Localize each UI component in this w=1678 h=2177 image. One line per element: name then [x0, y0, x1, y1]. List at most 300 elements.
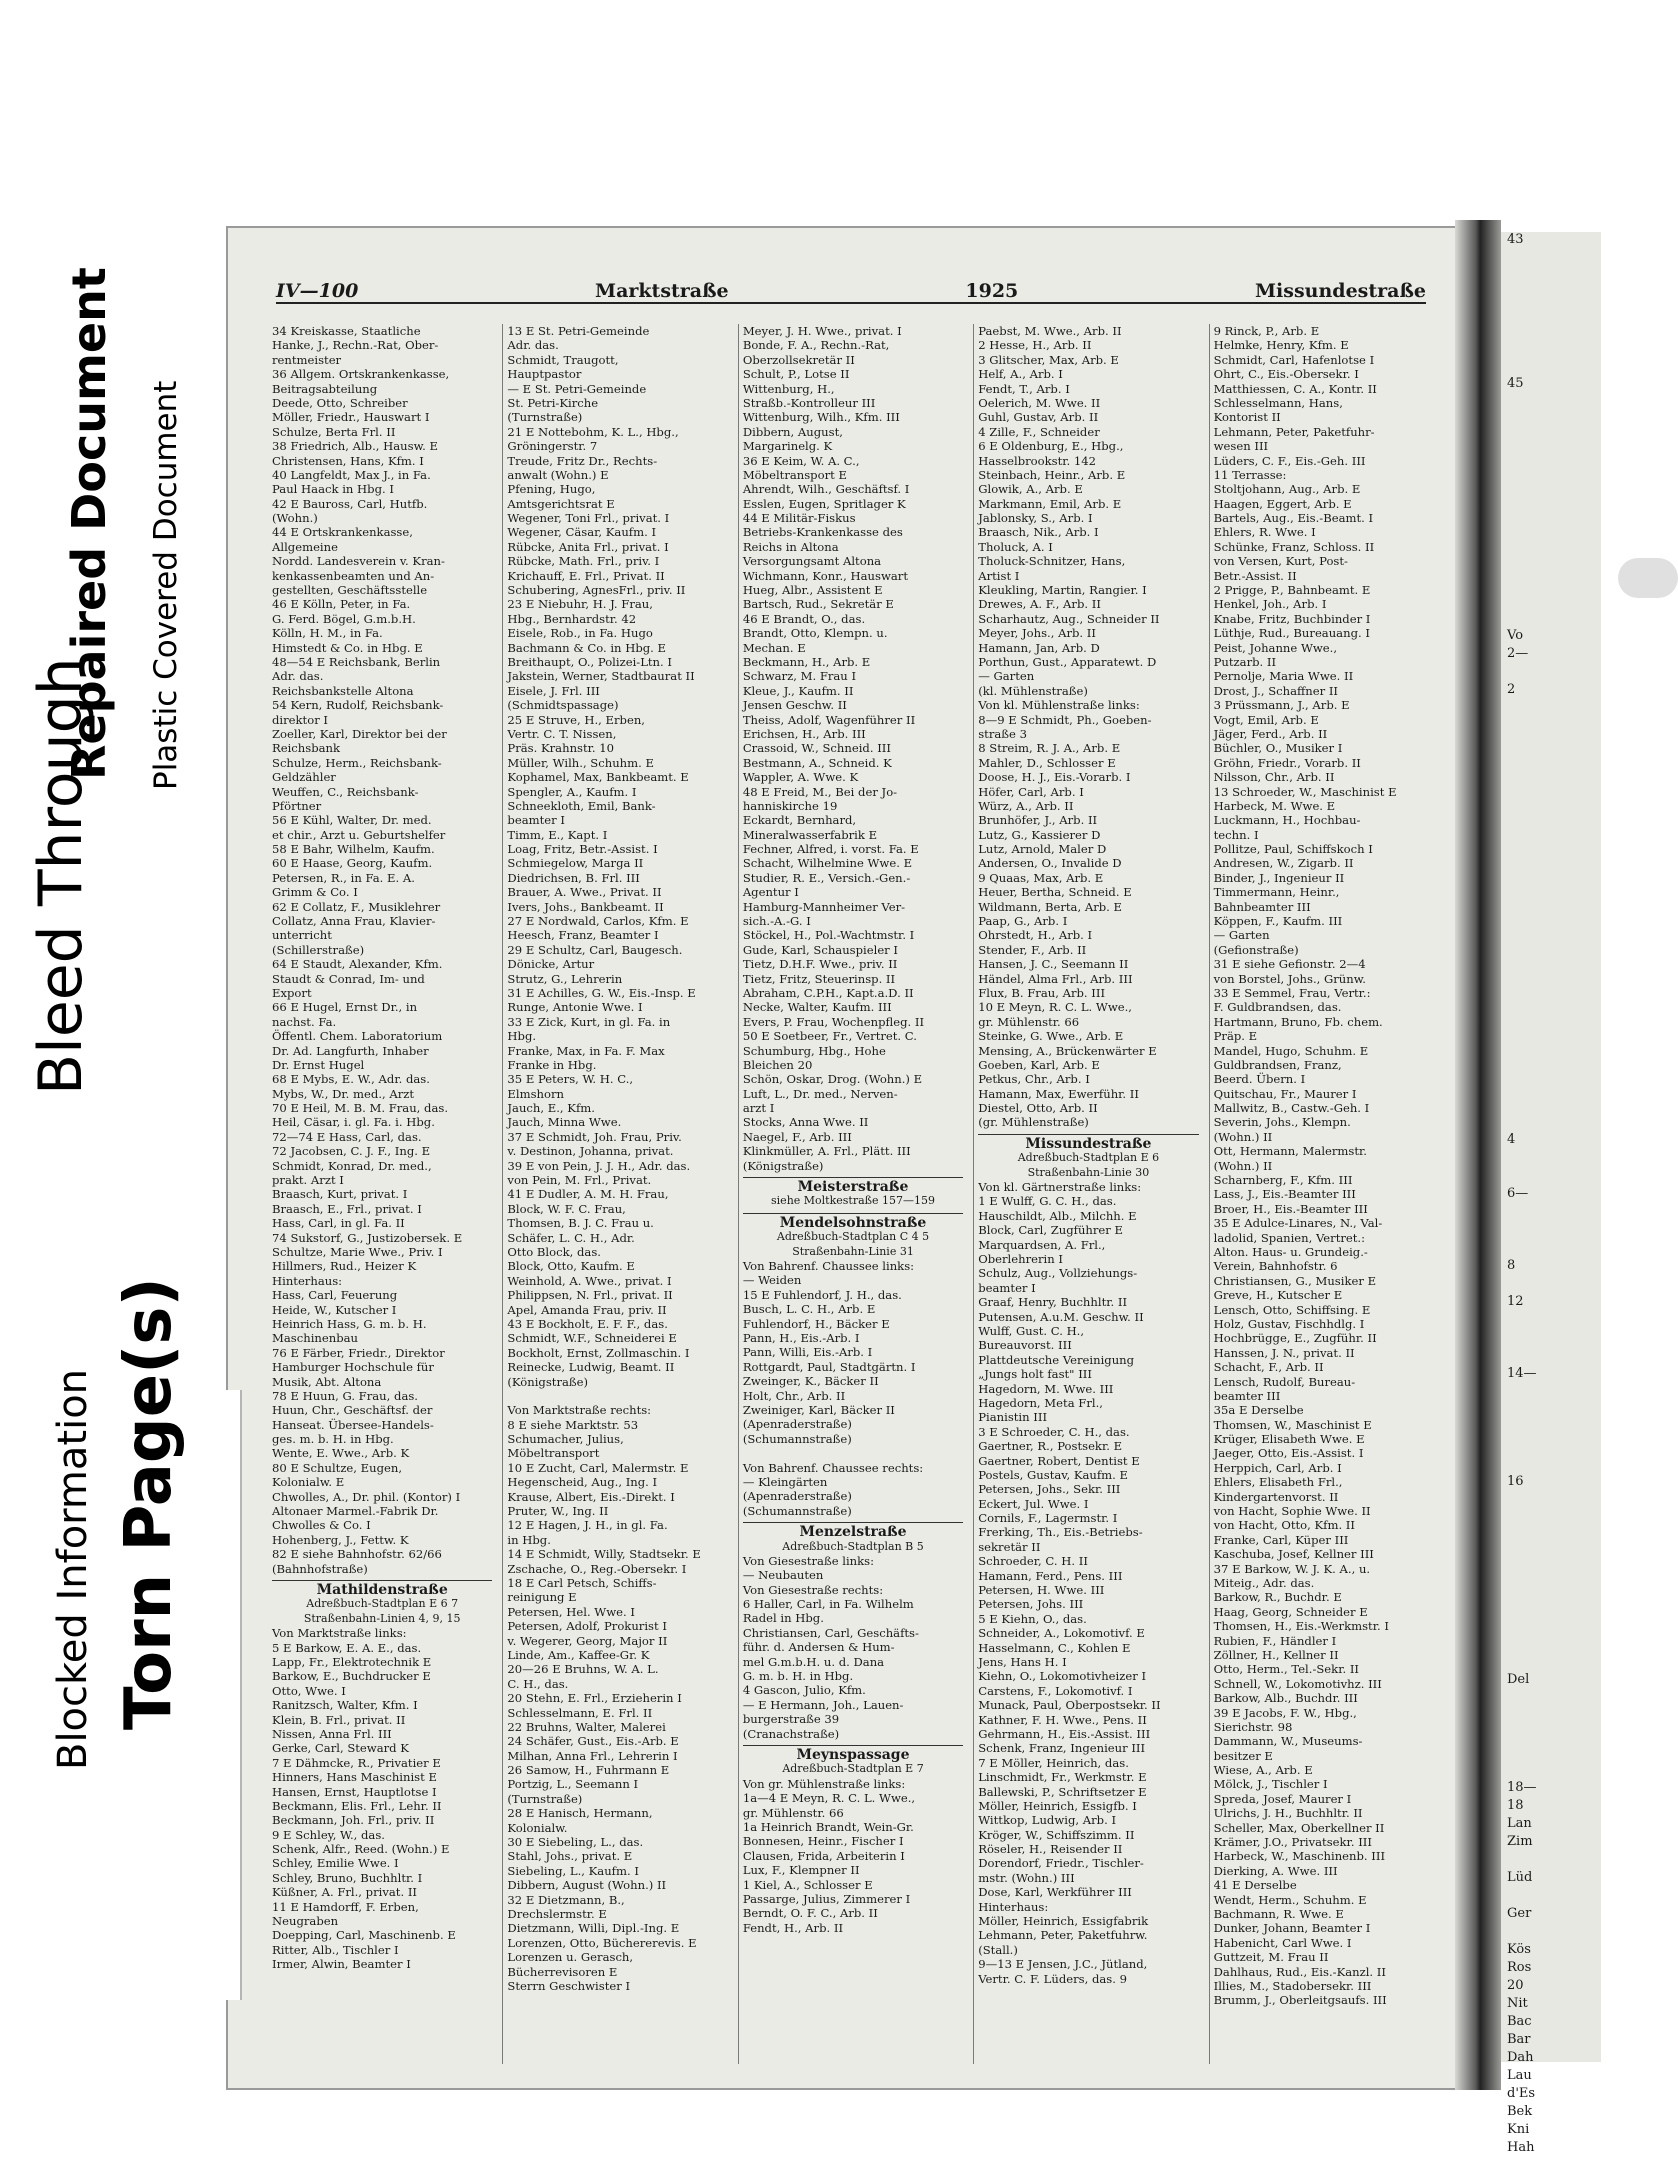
next-page-line [1501, 358, 1601, 376]
directory-entry: Cornils, F., Lagermstr. I [978, 1511, 1118, 1526]
next-page-line [1501, 1276, 1601, 1294]
column-2 [502, 324, 731, 2064]
directory-entry: Verein, Bahnhofstr. 6 [1213, 1259, 1338, 1274]
directory-entry: Jauch, Minna Wwe. [507, 1115, 622, 1130]
directory-entry: Staudt & Conrad, Im- und [272, 971, 425, 986]
next-page-line: 43 [1507, 232, 1524, 247]
next-page-line [1501, 1600, 1601, 1618]
directory-entry: Klein, B. Frl., privat. II [272, 1712, 406, 1727]
directory-entry: Schmidt, Konrad, Dr. med., [272, 1158, 432, 1173]
directory-entry: Harbeck, W., Maschinenb. III [1213, 1849, 1386, 1864]
directory-entry: Schmidt, Carl, Hafenlotse I [1213, 352, 1375, 367]
directory-entry: 50 E Soetbeer, Fr., Vertret. C. [742, 1029, 917, 1044]
directory-entry: Schley, Bruno, Buchhltr. I [272, 1870, 423, 1885]
directory-entry: Spreda, Josef, Maurer I [1213, 1791, 1352, 1806]
directory-entry: Erichsen, H., Arb. III [742, 726, 866, 741]
directory-entry [743, 1446, 963, 1460]
directory-entry: Schenk, Alfr., Reed. (Wohn.) E [272, 1842, 450, 1857]
directory-entry: Eisele, Rob., in Fa. Hugo [507, 626, 653, 641]
directory-entry: 28 E Hanisch, Hermann, [507, 1806, 653, 1821]
directory-entry: Hass, Carl, in gl. Fa. II [272, 1216, 405, 1231]
next-page-line [1501, 1384, 1601, 1402]
book-spine [1455, 220, 1501, 2090]
next-page-line [1501, 1708, 1601, 1726]
directory-entry: Timm, E., Kapt. I [507, 827, 608, 842]
directory-entry: 11 Terrasse: [1213, 467, 1287, 482]
directory-entry: Hansen, J. C., Seemann II [978, 957, 1129, 972]
directory-entry: beamter I [507, 813, 565, 828]
directory-entry: burgerstraße 39 [742, 1712, 840, 1727]
next-page-line: Nit [1507, 1996, 1528, 2011]
directory-entry: 35a E Derselbe [1213, 1403, 1304, 1418]
directory-entry: 1 Kiel, A., Schlosser E [742, 1877, 873, 1892]
directory-entry: Steinke, G. Wwe., Arb. E [978, 1029, 1124, 1044]
directory-entry: — Weiden [742, 1273, 802, 1288]
directory-entry: Broer, H., Eis.-Beamter III [1213, 1201, 1368, 1216]
directory-entry: Andresen, W., Zigarb. II [1213, 856, 1354, 871]
label-blocked-information: Blocked Information [50, 1368, 96, 1770]
next-page-line [1501, 880, 1601, 898]
directory-entry: Lux, F., Klempner II [742, 1863, 860, 1878]
directory-entry: Artist I [978, 568, 1020, 583]
directory-entry: Philippsen, N. Frl., privat. II [507, 1288, 673, 1303]
directory-entry: — Garten [978, 669, 1035, 684]
directory-entry: Thomsen, B. J. C. Frau u. [507, 1216, 654, 1231]
directory-entry: 9 Rinck, P., Arb. E [1213, 324, 1320, 338]
directory-entry: Fechner, Alfred, i. vorst. Fa. E [742, 842, 919, 857]
directory-entry: Ahrendt, Wilh., Geschäftsf. I [742, 482, 910, 497]
directory-entry: 68 E Mybs, E. W., Adr. das. [272, 1072, 430, 1087]
directory-entry: Glowik, A., Arb. E [978, 482, 1083, 497]
directory-entry: Schneider, A., Lokomotivf. E [978, 1626, 1145, 1641]
directory-entry: Schumacher, Julius, [507, 1432, 624, 1447]
directory-entry: Höfer, Carl, Arb. I [978, 784, 1084, 799]
next-page-line [1501, 1762, 1601, 1780]
directory-entry: Habenicht, Carl Wwe. I [1213, 1935, 1352, 1950]
directory-entry: mel G.m.b.H. u. d. Dana [742, 1654, 885, 1669]
next-page-line: 18— [1507, 1780, 1537, 1795]
next-page-line [1501, 844, 1601, 862]
directory-entry: Straßb.-Kontrolleur III [742, 395, 876, 410]
directory-entry: Pann, H., Eis.-Arb. I [742, 1331, 860, 1346]
directory-entry: Kolonialw. E [272, 1475, 345, 1490]
header-right-street: Missundestraße [1255, 280, 1426, 302]
directory-entry: 82 E siehe Bahnhofstr. 62/66 [272, 1547, 442, 1562]
directory-entry: 32 E Dietzmann, B., [507, 1892, 625, 1907]
directory-entry: sekretär II [978, 1539, 1041, 1554]
directory-entry: Brandt, Otto, Klempn. u. [742, 626, 888, 641]
directory-entry: Altonaer Marmel.-Fabrik Dr. [272, 1504, 439, 1519]
next-page-line: 6— [1507, 1186, 1529, 1201]
street-heading: Missundestraße [978, 1134, 1198, 1151]
directory-entry: Vogt, Emil, Arb. E [1213, 712, 1319, 727]
directory-entry: Pann, Willi, Eis.-Arb. I [742, 1345, 873, 1360]
directory-entry: Ehlers, Elisabeth Frl., [1213, 1475, 1343, 1490]
directory-entry: Ulrichs, J. H., Buchhltr. II [1213, 1806, 1363, 1821]
directory-entry: Beckmann, Elis. Frl., Lehr. II [272, 1798, 442, 1813]
street-subheading: Adreßbuch-Stadtplan C 4 5 [776, 1230, 930, 1244]
directory-entry: et chir., Arzt u. Geburtshelfer [272, 827, 446, 842]
directory-entry: Fendt, H., Arb. II [742, 1920, 844, 1935]
directory-entry: Maschinenbau [272, 1331, 358, 1346]
street-subheading: Straßenbahn-Linie 31 [792, 1244, 914, 1258]
next-page-line [1501, 1078, 1601, 1096]
directory-entry: Dierking, A. Wwe. III [1213, 1863, 1338, 1878]
directory-entry: 64 E Staudt, Alexander, Kfm. [272, 957, 443, 972]
next-page-line [1501, 862, 1601, 880]
directory-entry: Siebeling, L., Kaufm. I [507, 1863, 639, 1878]
directory-entry: von Hacht, Otto, Kfm. II [1213, 1518, 1355, 1533]
next-page-line: Bar [1507, 2032, 1531, 2047]
directory-entry: 58 E Bahr, Wilhelm, Kaufm. [272, 842, 435, 857]
directory-entry: Präp. E [1213, 1029, 1258, 1044]
directory-entry: Thomsen, W., Maschinist E [1213, 1417, 1372, 1432]
directory-entry: 2 Hesse, H., Arb. II [978, 338, 1092, 353]
directory-entry: Mensing, A., Brückenwärter E [978, 1043, 1157, 1058]
directory-entry: Helmke, Henry, Kfm. E [1213, 338, 1349, 353]
directory-entry: Reinecke, Ludwig, Beamt. II [507, 1360, 675, 1375]
directory-entry: Kiehn, O., Lokomotivheizer I [978, 1669, 1147, 1684]
directory-entry: Zschache, O., Reg.-Obersekr. I [507, 1561, 687, 1576]
directory-entry: Paul Haack in Hbg. I [272, 482, 394, 497]
directory-entry: Hamburger Hochschule für [272, 1360, 434, 1375]
directory-entry: Deede, Otto, Schreiber [272, 395, 408, 410]
directory-entry: 72 Jacobsen, C. J. F., Ing. E [272, 1144, 431, 1159]
directory-entry: Block, Carl, Zugführer E [978, 1223, 1123, 1238]
directory-entry: Drost, J., Schaffner II [1213, 683, 1338, 698]
directory-entry: Von Giesestraße links: [742, 1553, 875, 1568]
directory-entry: Schultze, Marie Wwe., Priv. I [272, 1245, 443, 1259]
directory-entry: G. Ferd. Bögel, G.m.b.H. [272, 611, 416, 626]
next-page-line [1501, 934, 1601, 952]
directory-entry: Kolonialw. [507, 1820, 568, 1835]
next-page-line [1501, 430, 1601, 448]
directory-entry: 36 E Keim, W. A. C., [742, 453, 860, 468]
directory-entry: Chwolles, A., Dr. phil. (Kontor) I [272, 1489, 461, 1504]
directory-entry: Hillmers, Rud., Heizer K [272, 1259, 417, 1274]
directory-entry: Nilsson, Chr., Arb. II [1213, 770, 1335, 785]
directory-entry: Hansen, Ernst, Hauptlotse I [272, 1784, 437, 1799]
directory-entry: Zöllner, H., Kellner II [1213, 1647, 1339, 1662]
directory-entry: 31 E siehe Gefionstr. 2—4 [1213, 957, 1366, 972]
directory-entry: Lorenzen, Otto, Büchererevis. E [507, 1935, 697, 1950]
directory-entry: 27 E Nordwald, Carlos, Kfm. E [507, 914, 689, 929]
next-page-line [1501, 1654, 1601, 1672]
directory-entry: Zweinger, K., Bäcker II [742, 1374, 879, 1389]
directory-entry: Necke, Walter, Kaufm. III [742, 1000, 892, 1015]
directory-entry: 8 E siehe Marktstr. 53 [507, 1417, 639, 1432]
next-page-line [1501, 1852, 1601, 1870]
directory-entry: Dorendorf, Friedr., Tischler- [978, 1856, 1144, 1871]
directory-entry: mstr. (Wohn.) III [978, 1870, 1075, 1885]
directory-entry: 21 E Nottebohm, K. L., Hbg., [507, 424, 679, 439]
directory-entry: (Schillerstraße) [272, 942, 365, 957]
directory-entry: Flux, B. Frau, Arb. III [978, 985, 1106, 1000]
directory-entry: Rubien, F., Händler I [1213, 1633, 1337, 1648]
next-page-line: 45 [1507, 376, 1524, 391]
directory-entry: Kaschuba, Josef, Kellner III [1213, 1547, 1374, 1562]
directory-entry: — Garten [1213, 928, 1270, 943]
directory-entry: Braasch, Nik., Arb. I [978, 525, 1099, 540]
next-page-line: Zim [1507, 1834, 1533, 1849]
directory-entry: Breithaupt, O., Polizei-Ltn. I [507, 654, 672, 669]
directory-entry: Von Bahrenf. Chaussee rechts: [742, 1460, 924, 1475]
directory-entry: 39 E Jacobs, F. W., Hbg., [1213, 1705, 1357, 1720]
directory-entry: Scheller, Max, Oberkellner II [1213, 1820, 1385, 1835]
next-page-line: 2— [1507, 646, 1529, 661]
directory-entry: Schnell, W., Lokomotivhz. III [1213, 1676, 1382, 1691]
directory-entry: Andersen, O., Invalide D [978, 856, 1122, 871]
directory-entry: Timmermann, Heinr., [1213, 885, 1340, 900]
next-page-line [1501, 1618, 1601, 1636]
directory-entry: Schacht, F., Arb. II [1213, 1360, 1324, 1375]
directory-entry: hanniskirche 19 [742, 798, 838, 813]
directory-entry: Von gr. Mühlenstraße links: [742, 1776, 906, 1791]
directory-entry: rentmeister [272, 352, 342, 367]
directory-entry: Loag, Fritz, Betr.-Assist. I [507, 842, 658, 857]
directory-entry: Theiss, Adolf, Wagenführer II [742, 712, 916, 727]
directory-entry: Schulze, Herm., Reichsbank- [272, 755, 442, 770]
directory-entry: 3 E Schroeder, C. H., das. [978, 1424, 1130, 1439]
directory-entry: Hbg., Bernhardstr. 42 [507, 611, 637, 626]
directory-entry: 29 E Schultz, Carl, Baugesch. [507, 942, 683, 957]
directory-entry: Gehrmann, H., Eis.-Assist. III [978, 1726, 1151, 1741]
directory-entry: Schlesselmann, E. Frl. II [507, 1705, 653, 1720]
directory-entry: Petersen, H. Wwe. III [978, 1583, 1105, 1598]
directory-entry: Mallwitz, B., Castw.-Geh. I [1213, 1101, 1370, 1116]
directory-entry: Hamann, Jan, Arb. D [978, 640, 1100, 655]
directory-entry: Matthiessen, C. A., Kontr. II [1213, 381, 1377, 396]
directory-entry: Von kl. Mühlenstraße links: [978, 698, 1140, 713]
next-page-line [1501, 664, 1601, 682]
directory-entry: Export [272, 985, 312, 1000]
directory-entry: Meyer, Johs., Arb. II [978, 626, 1096, 641]
directory-entry: ladolid, Spanien, Vertret.: [1213, 1230, 1366, 1245]
directory-entry: (Stall.) [978, 1942, 1018, 1957]
directory-entry: 7 E Möller, Heinrich, das. [978, 1755, 1129, 1770]
next-page-line [1501, 250, 1601, 268]
street-subheading: Adreßbuch-Stadtplan E 6 7 [306, 1597, 459, 1611]
directory-entry: Hanssen, J. N., privat. II [1213, 1345, 1355, 1360]
directory-entry: Lüthje, Rud., Bureauang. I [1213, 626, 1370, 641]
directory-entry: Weinhold, A. Wwe., privat. I [507, 1273, 672, 1288]
next-page-line [1501, 1114, 1601, 1132]
directory-entry: Beckmann, Joh. Frl., priv. II [272, 1813, 435, 1828]
directory-entry: Schenk, Franz, Ingenieur III [978, 1741, 1146, 1756]
directory-entry: anwalt (Wohn.) E [507, 467, 609, 482]
directory-entry: Schön, Oskar, Drog. (Wohn.) E [742, 1072, 923, 1087]
directory-entry: Fuhlendorf, H., Bäcker E [742, 1316, 890, 1331]
next-page-line: d'Es [1507, 2086, 1536, 2101]
next-page-line [1501, 772, 1601, 790]
directory-entry: 13 Schroeder, W., Maschinist E [1213, 784, 1397, 799]
directory-entry: 43 E Bockholt, E. F. F., das. [507, 1316, 668, 1331]
next-page-line [1501, 592, 1601, 610]
directory-entry: 76 E Färber, Friedr., Direktor [272, 1345, 445, 1360]
directory-entry: 6 E Oldenburg, E., Hbg., [978, 439, 1124, 454]
directory-entry: Holz, Gustav, Fischhdlg. I [1213, 1316, 1365, 1331]
directory-entry: Passarge, Julius, Zimmerer I [742, 1891, 911, 1906]
next-page-line [1501, 1240, 1601, 1258]
directory-entry: 24 Schäfer, Gust., Eis.-Arb. E [507, 1734, 679, 1749]
directory-entry: Irmer, Alwin, Beamter I [272, 1957, 411, 1972]
directory-entry: (Königstraße) [507, 1374, 589, 1389]
directory-entry: (kl. Mühlenstraße) [978, 683, 1088, 698]
directory-entry: unterricht [272, 928, 332, 943]
next-page-line [1501, 970, 1601, 988]
directory-entry: Abraham, C.P.H., Kapt.a.D. II [742, 985, 914, 1000]
next-page-line [1501, 952, 1601, 970]
next-page-line [1501, 484, 1601, 502]
directory-entry: St. Petri-Kirche [507, 395, 599, 410]
directory-entry: Hegenscheid, Aug., Ing. I [507, 1475, 658, 1490]
directory-entry: Binder, J., Ingenieur II [1213, 870, 1345, 885]
directory-entry: Otto, Herm., Tel.-Sekr. II [1213, 1662, 1359, 1677]
next-page-line [1501, 1492, 1601, 1510]
directory-entry: Scharhautz, Aug., Schneider II [978, 611, 1160, 626]
directory-entry: Heuer, Bertha, Schneid. E [978, 885, 1132, 900]
directory-entry: Petersen, Johs., Sekr. III [978, 1482, 1121, 1497]
directory-entry: Weuffen, C., Reichsbank- [272, 784, 419, 799]
directory-entry: Mandel, Hugo, Schuhm. E [1213, 1043, 1369, 1058]
directory-entry: Gude, Karl, Schauspieler I [742, 942, 898, 957]
directory-entry: Peist, Johanne Wwe., [1213, 640, 1338, 655]
directory-entry: Christiansen, Carl, Geschäfts- [742, 1625, 919, 1640]
next-page-line: 8 [1507, 1258, 1516, 1273]
directory-entry: von Borstel, Johs., Grünw. [1213, 971, 1366, 986]
directory-entry: Haag, Georg, Schneider E [1213, 1604, 1368, 1619]
directory-entry: Himstedt & Co. in Hbg. E [272, 640, 423, 655]
directory-entry: 41 E Derselbe [1213, 1878, 1297, 1893]
directory-entry: Schünke, Franz, Schloss. II [1213, 539, 1375, 554]
next-page-line [1501, 466, 1601, 484]
directory-entry: 4 Gascon, Julio, Kfm. [742, 1683, 866, 1698]
directory-entry: 14 E Schmidt, Willy, Stadtsekr. E [507, 1547, 701, 1562]
directory-entry: Hanseat. Übersee-Handels- [272, 1417, 434, 1432]
directory-entry: 4 Zille, F., Schneider [978, 424, 1100, 439]
directory-entry: 42 E Bauross, Carl, Hutfb. [272, 496, 428, 511]
directory-entry: G. m. b. H. in Hbg. [742, 1669, 854, 1684]
directory-entry: Christensen, Hans, Kfm. I [272, 453, 424, 468]
directory-entry: Lutz, Arnold, Maler D [978, 842, 1107, 857]
street-heading: Meynspassage [743, 1745, 963, 1762]
next-page-line: 16 [1507, 1474, 1524, 1489]
next-page-line: Ros [1507, 1960, 1532, 1975]
directory-entry: Schacht, Wilhelmine Wwe. E [742, 856, 913, 871]
directory-entry: Vertr. C. F. Lüders, das. 9 [978, 1971, 1128, 1986]
directory-entry: Reichsbankstelle Altona [272, 683, 414, 698]
directory-entry: Dahlhaus, Rud., Eis.-Kanzl. II [1213, 1964, 1386, 1979]
directory-entry: Eckardt, Bernhard, [742, 813, 857, 828]
directory-entry: Heide, W., Kutscher I [272, 1302, 397, 1317]
directory-entry: nachst. Fa. [272, 1014, 337, 1029]
directory-entry: Dammann, W., Museums- [1213, 1734, 1363, 1749]
directory-entry: arzt I [742, 1101, 775, 1116]
directory-entry: Krämer, J.O., Privatsekr. III [1213, 1835, 1372, 1850]
directory-entry: Wendt, Herm., Schuhm. E [1213, 1892, 1367, 1907]
directory-entry: Jakstein, Werner, Stadtbaurat II [507, 669, 695, 684]
directory-entry: Dr. Ad. Langfurth, Inhaber [272, 1043, 429, 1058]
directory-entry: Miteig., Adr. das. [1213, 1575, 1315, 1590]
directory-entry: Franke, Max, in Fa. F. Max [507, 1043, 665, 1058]
directory-entry: Kontorist II [1213, 410, 1281, 425]
directory-entry: 35 E Peters, W. H. C., [507, 1072, 634, 1087]
next-page-line: 14— [1507, 1366, 1537, 1381]
next-page-line [1501, 1024, 1601, 1042]
directory-entry: 34 Kreiskasse, Staatliche [272, 324, 421, 338]
street-heading: Mathildenstraße [272, 1580, 492, 1597]
directory-entry: 10 E Zucht, Carl, Malermstr. E [507, 1460, 689, 1475]
directory-entry: Illies, M., Stadobersekr. III [1213, 1978, 1372, 1993]
directory-entry: Würz, A., Arb. II [978, 798, 1074, 813]
next-page-line [1501, 1168, 1601, 1186]
directory-entry: Nissen, Anna Frl. III [272, 1726, 392, 1741]
directory-entry: Beckmann, H., Arb. E [742, 654, 871, 669]
directory-entry: Bachmann, R. Wwe. E [1213, 1906, 1344, 1921]
directory-entry: Plattdeutsche Vereinigung [978, 1352, 1135, 1367]
directory-entry: F. Guldbrandsen, das. [1213, 1000, 1342, 1015]
directory-entry: Rübcke, Math. Frl., priv. I [507, 554, 660, 569]
directory-entry: 2 Prigge, P., Bahnbeamt. E [1213, 583, 1371, 598]
next-page-line: Kös [1507, 1942, 1531, 1957]
directory-entry: Schroeder, C. H. II [978, 1554, 1088, 1569]
directory-entry: Tietz, Fritz, Steuerinsp. II [742, 971, 896, 986]
next-page-line [1501, 1582, 1601, 1600]
directory-entry: Tietz, D.H.F. Wwe., priv. II [742, 957, 898, 972]
directory-entry: Bahnbeamter III [1213, 899, 1311, 914]
directory-entry: Neugraben [272, 1914, 339, 1929]
directory-entry: 12 E Hagen, J. H., in gl. Fa. [507, 1518, 668, 1533]
directory-entry: Gröhn, Friedr., Vorarb. II [1213, 755, 1361, 770]
next-page-line [1501, 1222, 1601, 1240]
directory-entry: 13 E St. Petri-Gemeinde [507, 324, 650, 338]
directory-entry: Möller, Friedr., Hauswart I [272, 410, 430, 425]
directory-entry: Kleukling, Martin, Rangier. I [978, 583, 1147, 598]
directory-entry: Petersen, R., in Fa. E. A. [272, 870, 415, 885]
directory-entry: Pollitze, Paul, Schiffskoch I [1213, 842, 1373, 857]
directory-entry: Dibbern, August (Wohn.) II [507, 1878, 667, 1893]
directory-entry: Dose, Karl, Werkführer III [978, 1885, 1132, 1900]
next-page-line [1501, 1564, 1601, 1582]
label-bleed-through: Bleed Through [26, 657, 96, 1095]
header-left-street: Marktstraße [595, 280, 729, 302]
directory-entry: 62 E Collatz, F., Musiklehrer [272, 899, 441, 914]
directory-entry: 3 Prüssmann, J., Arb. E [1213, 698, 1350, 713]
directory-entry: Lehmann, Peter, Paketfuhr- [1213, 424, 1375, 439]
directory-entry: Doepping, Carl, Maschinenb. E [272, 1928, 456, 1943]
directory-entry: Carstens, F., Lokomotivf. I [978, 1683, 1133, 1698]
directory-entry: Bonde, F. A., Rechn.-Rat, [742, 338, 890, 353]
directory-entry: Möbeltransport [507, 1446, 600, 1461]
directory-entry: Hartmann, Bruno, Fb. chem. [1213, 1014, 1383, 1029]
directory-entry: Wegener, Cäsar, Kaufm. I [507, 525, 657, 540]
next-page-line [1501, 1150, 1601, 1168]
directory-entry: Meyer, J. H. Wwe., privat. I [742, 324, 902, 338]
directory-entry: Bartsch, Rud., Sekretär E [742, 597, 894, 612]
street-subheading: Straßenbahn-Linie 30 [1027, 1165, 1150, 1179]
directory-entry: Hinterhaus: [272, 1273, 343, 1288]
directory-entry: Schmiegelow, Marga II [507, 856, 644, 871]
directory-entry: Möller, Heinrich, Essigfabrik [978, 1914, 1149, 1929]
page-header [276, 268, 1426, 304]
directory-entry: Händel, Alma Frl., Arb. III [978, 971, 1133, 986]
directory-entry: Von Bahrenf. Chaussee links: [742, 1259, 915, 1274]
directory-entry: Dönicke, Artur [507, 957, 595, 972]
directory-entry: 33 E Semmel, Frau, Vertr.: [1213, 985, 1371, 1000]
directory-entry: Kleue, J., Kaufm. II [742, 683, 854, 698]
directory-entry: Ballewski, P., Schriftsetzer E [978, 1784, 1147, 1799]
directory-entry: Guttzeit, M. Frau II [1213, 1950, 1329, 1965]
